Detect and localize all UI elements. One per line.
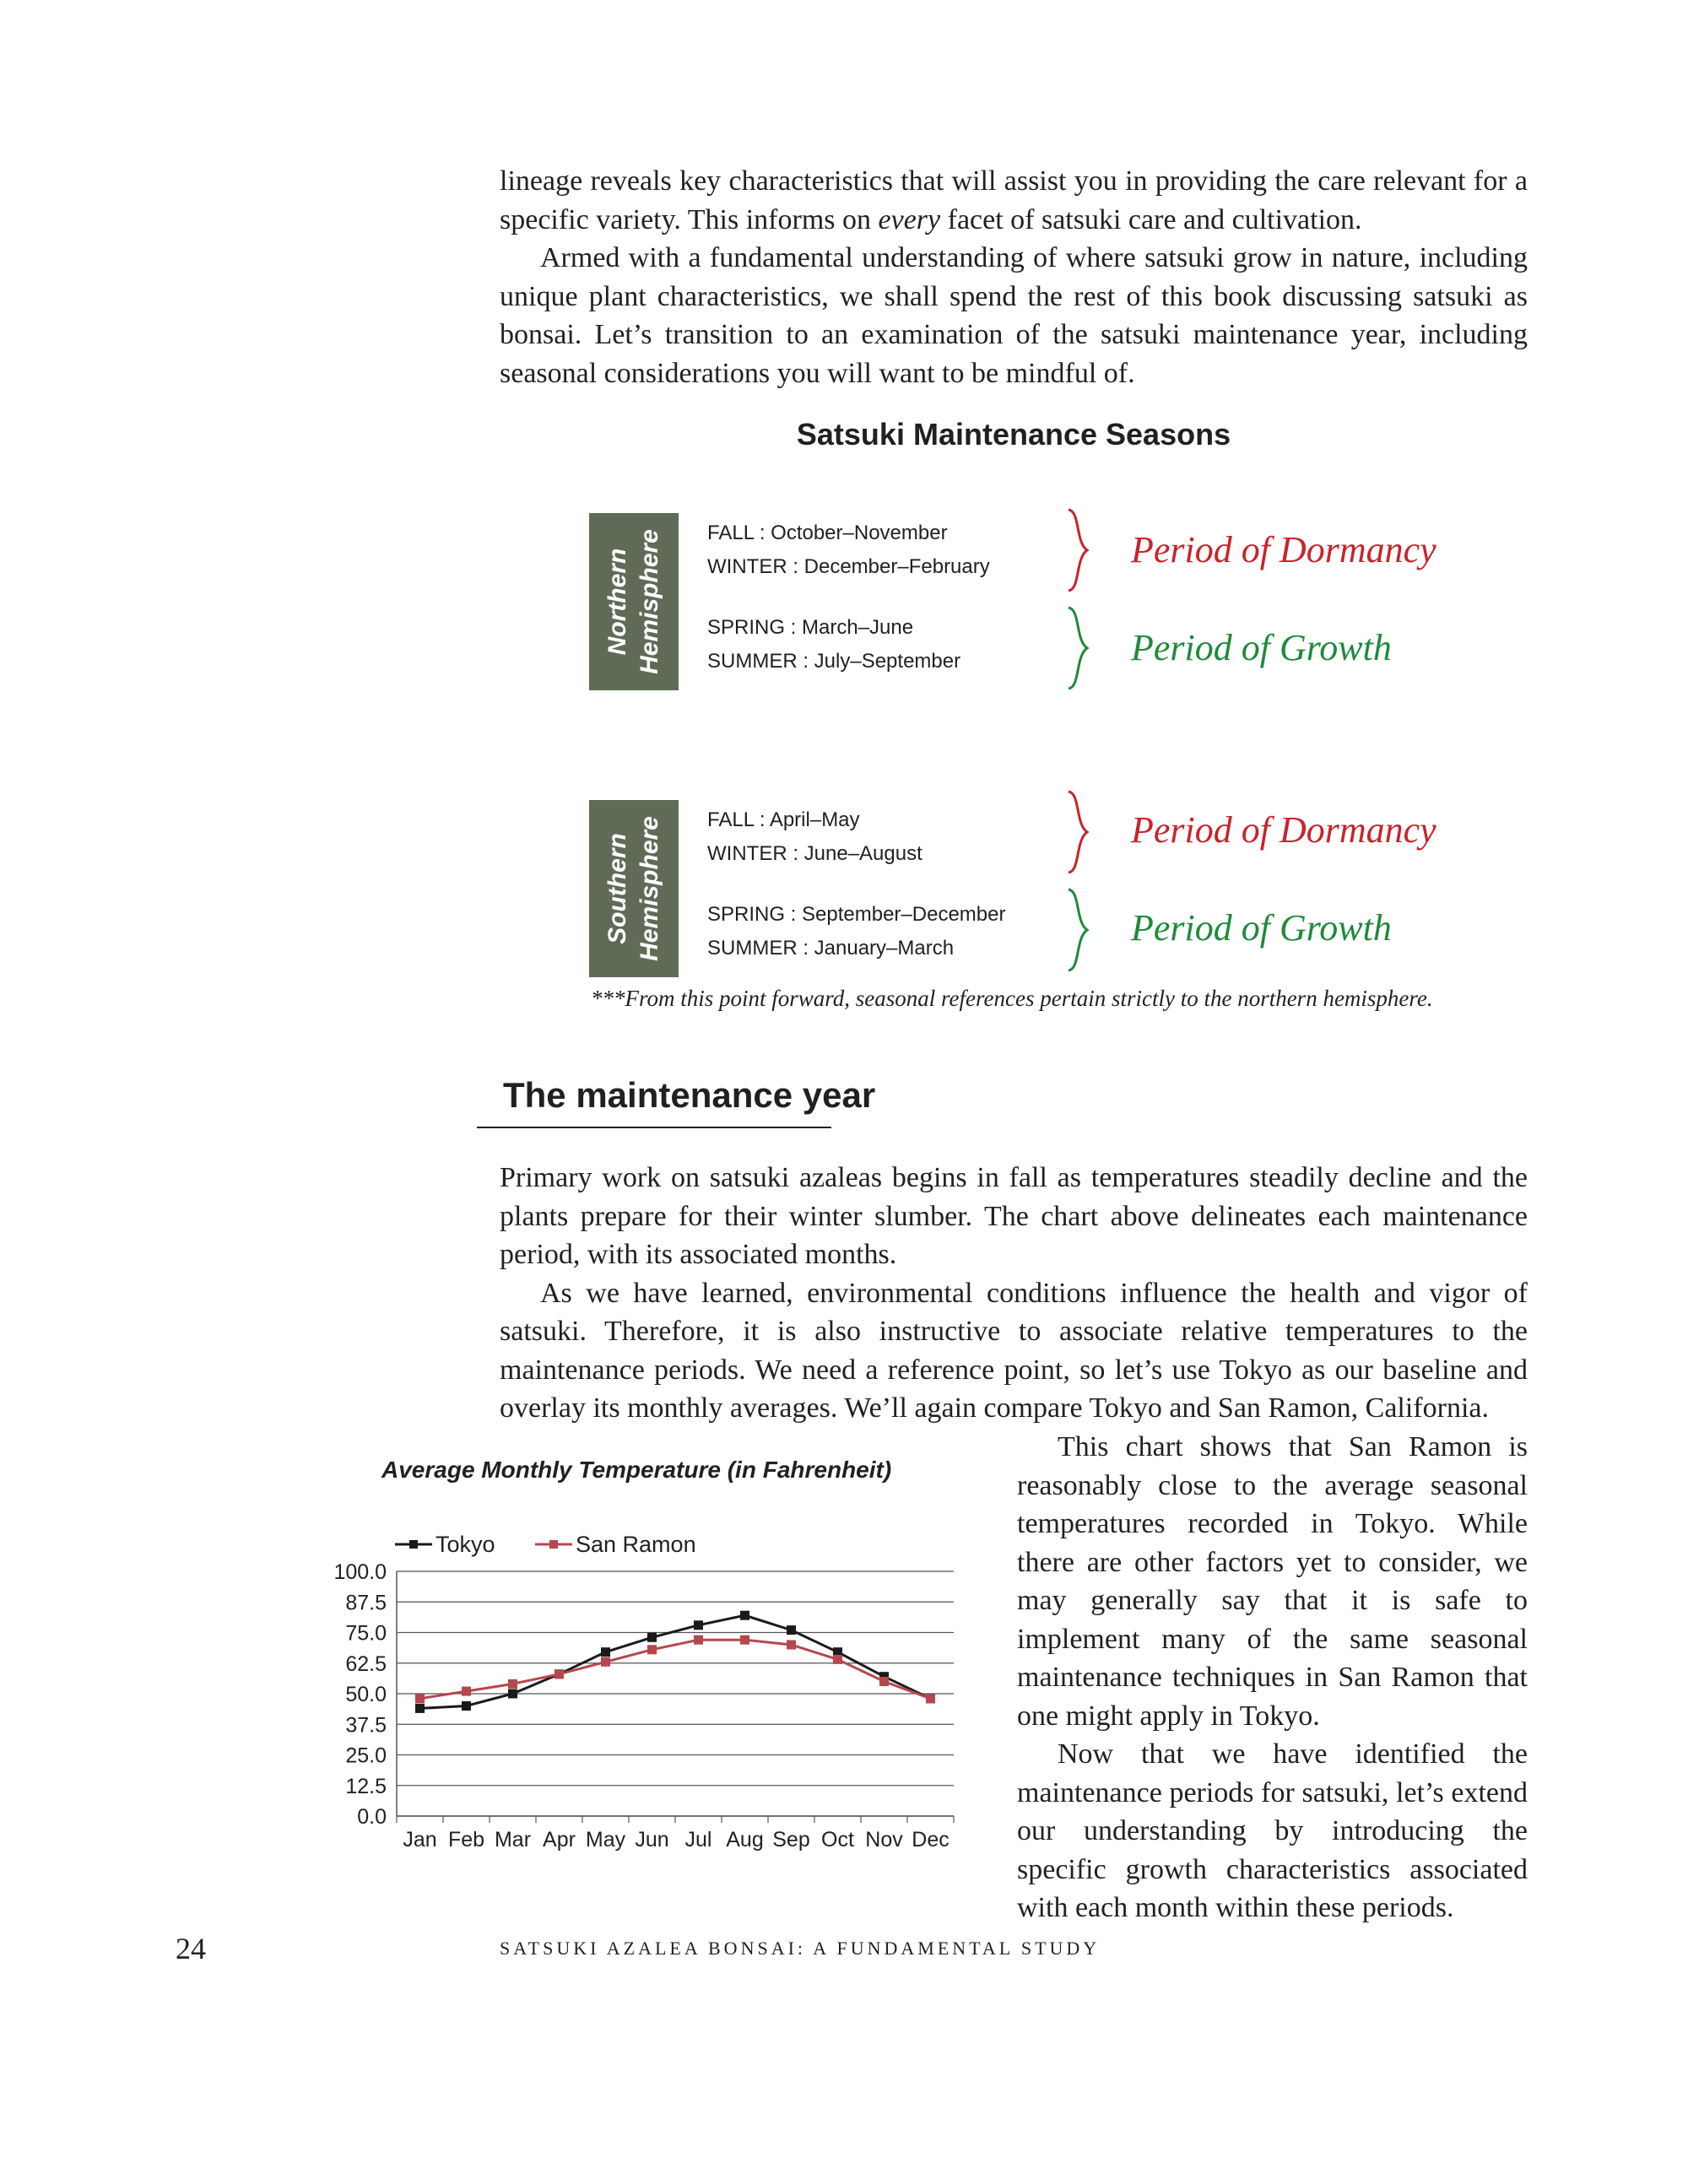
x-tick-label: Feb: [447, 1828, 485, 1852]
data-point: [648, 1633, 657, 1641]
legend-label: Tokyo: [436, 1532, 495, 1557]
northern-growth-label: Period of Growth: [1131, 627, 1392, 668]
emphasis-every: every: [878, 203, 941, 235]
seasons-title: Satsuki Maintenance Seasons: [796, 417, 1231, 451]
data-point: [741, 1635, 749, 1644]
data-point: [509, 1679, 517, 1688]
legend-marker: [409, 1540, 418, 1549]
heading-rule: [477, 1127, 831, 1128]
intro-paragraph-2: Armed with a fundamental understanding of where satsuki grow in nature, including unique plant characteristics, we shall spend the rest of this book discussing satsuki as bonsai. Let’s transition to an examination of the satsuki maintenance year, including seasonal considerations you will want to be mindful of.: [500, 242, 1528, 389]
intro-paragraph-1: lineage reveals key characteristics that will assist you in providing the care relevant for a specific variety. This informs on every facet of satsuki care and cultivation.: [500, 165, 1528, 235]
x-tick-label: Oct: [821, 1828, 854, 1852]
data-point: [555, 1670, 564, 1679]
data-point: [787, 1641, 796, 1649]
page-number: 24: [176, 1932, 206, 1965]
section-paragraph-1: Primary work on satsuki azaleas begins in fall as temperatures steadily decline and the plants prepare for their winter slumber. The chart above delineates each maintenance period, with its associated months.: [500, 1162, 1528, 1270]
y-tick-label: 12.5: [345, 1774, 387, 1798]
southern-fall: FALL : April–May: [707, 808, 860, 831]
data-point: [416, 1695, 425, 1703]
y-tick-label: 50.0: [345, 1683, 387, 1706]
data-point: [880, 1678, 889, 1686]
series-line-san-ramon: [420, 1640, 931, 1699]
x-tick-label: May: [585, 1828, 626, 1852]
y-tick-label: 62.5: [345, 1652, 387, 1676]
northern-spring: SPRING : March–June: [707, 616, 914, 639]
legend-marker: [549, 1540, 558, 1549]
data-point: [463, 1687, 471, 1695]
temperature-chart: [321, 1519, 979, 1890]
northern-winter: WINTER : December–February: [707, 555, 990, 578]
data-point: [695, 1621, 703, 1630]
northern-growth-brace: [1065, 606, 1090, 690]
northern-dormancy-label: Period of Dormancy: [1131, 529, 1436, 570]
chart-title: Average Monthly Temperature (in Fahrenheit): [381, 1457, 892, 1483]
data-point: [602, 1657, 610, 1666]
data-point: [602, 1648, 610, 1657]
data-point: [741, 1611, 749, 1619]
southern-hemisphere-label: Southern Hemisphere: [589, 800, 679, 977]
southern-spring: SPRING : September–December: [707, 903, 1006, 926]
southern-summer: SUMMER : January–March: [707, 937, 955, 960]
x-tick-label: Nov: [865, 1828, 903, 1852]
legend-label: San Ramon: [576, 1532, 696, 1557]
x-tick-label: Mar: [494, 1828, 532, 1852]
x-tick-label: Jan: [403, 1828, 437, 1852]
x-tick-label: Dec: [912, 1828, 950, 1852]
y-tick-label: 37.5: [345, 1713, 387, 1738]
y-tick-label: 25.0: [345, 1743, 387, 1768]
southern-dormancy-label: Period of Dormancy: [1131, 809, 1436, 851]
main-text: [500, 1159, 1528, 1428]
northern-hemisphere-label: Northern Hemisphere: [589, 513, 679, 690]
side-text: [1017, 1428, 1528, 1927]
x-tick-label: Aug: [726, 1828, 764, 1852]
running-footer: SATSUKI AZALEA BONSAI: A FUNDAMENTAL STUDY: [500, 1938, 1101, 1959]
section-paragraph-2: As we have learned, environmental conditions influence the health and vigor of satsuki. Therefore, it is also instructive to associate relative temperatures to the maintenance periods. We need a reference point, so let’s use Tokyo as our baseline and overlay its monthly averages. We’ll again compare Tokyo and San Ramon, California.: [500, 1277, 1528, 1424]
southern-winter: WINTER : June–August: [707, 842, 922, 865]
intro-text: [500, 162, 1528, 392]
data-point: [509, 1689, 517, 1698]
data-point: [787, 1626, 796, 1635]
y-tick-label: 87.5: [345, 1591, 387, 1615]
northern-fall: FALL : October–November: [707, 522, 948, 544]
southern-growth-label: Period of Growth: [1131, 907, 1392, 949]
data-point: [834, 1655, 842, 1663]
y-tick-label: 0.0: [357, 1805, 387, 1829]
northern-summer: SUMMER : July–September: [707, 650, 961, 673]
southern-dormancy-brace: [1065, 790, 1090, 874]
data-point: [695, 1635, 703, 1644]
y-tick-label: 75.0: [345, 1621, 387, 1646]
x-tick-label: Jul: [684, 1828, 712, 1852]
hemisphere-footnote: ***From this point forward, seasonal references pertain strictly to the northern hemisphere.: [591, 986, 1433, 1011]
data-point: [927, 1695, 935, 1703]
southern-growth-brace: [1065, 888, 1090, 972]
x-tick-label: Jun: [635, 1828, 669, 1852]
section-heading: The maintenance year: [503, 1075, 876, 1115]
data-point: [416, 1704, 425, 1712]
section-paragraph-4: Now that we have identified the maintenance periods for satsuki, let’s extend our understanding by introducing the specific growth characteristics associated with each month within these periods.: [1017, 1738, 1528, 1923]
northern-dormancy-brace: [1065, 508, 1090, 592]
y-tick-label: 100.0: [333, 1560, 387, 1584]
x-tick-label: Sep: [772, 1828, 810, 1852]
section-paragraph-3: This chart shows that San Ramon is reasonably close to the average seasonal temperatures recorded in Tokyo. While there are other factors yet to consider, we may generally say that it is safe to implement many of the same seasonal maintenance techniques in San Ramon that one might apply in Tokyo.: [1017, 1431, 1528, 1732]
series-line-tokyo: [420, 1615, 931, 1708]
data-point: [463, 1702, 471, 1711]
x-tick-label: Apr: [543, 1828, 576, 1852]
data-point: [648, 1646, 657, 1654]
